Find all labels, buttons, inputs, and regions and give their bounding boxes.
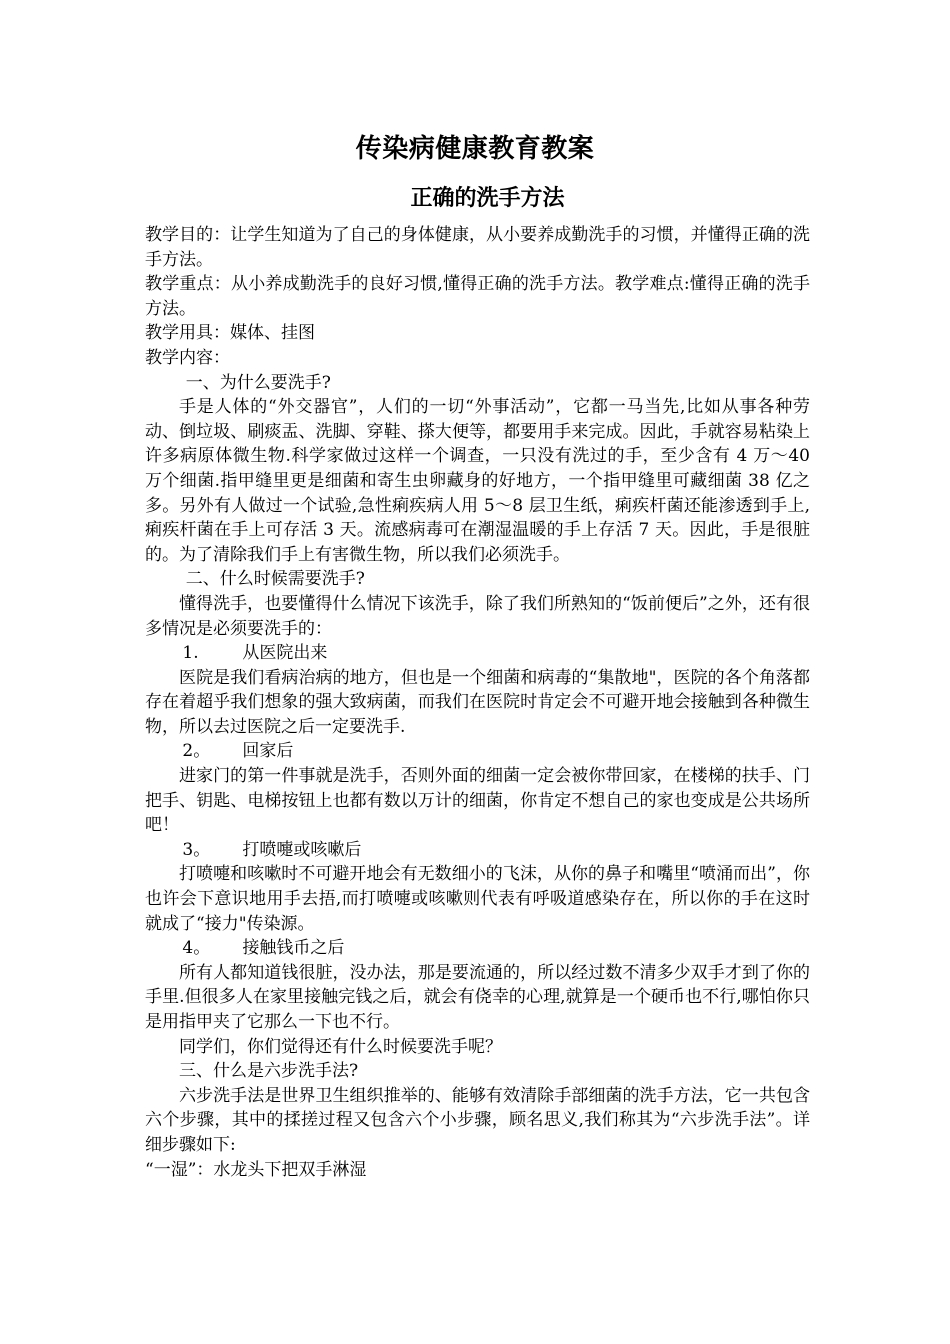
document-body (145, 223, 810, 1182)
six-step-paragraph: 六步洗手法是世界卫生组织推举的、能够有效清除手部细菌的洗手方法，它一共包含六个步骤，其中的揉搓过程又包含六个小步骤，顾名思义,我们称其为“六步洗手法”。详细步骤如下: (145, 1085, 810, 1155)
teaching-goal-paragraph: 教学目的：让学生知道为了自己的身体健康，从小要养成勤洗手的习惯，并懂得正确的洗手方法。 (145, 225, 810, 270)
when-wash-intro-paragraph: 懂得洗手，也要懂得什么情况下该洗手，除了我们所熟知的“饭前便后”之外，还有很多情况是必须要洗手的： (145, 593, 810, 639)
document-subtitle: 正确的洗手方法 (410, 186, 565, 211)
home-paragraph: 进家门的第一件事就是洗手，否则外面的细菌一定会被你带回家，在楼梯的扶手、门把手、钥匙、电梯按钮上也都有数以万计的细菌，你肯定不想自己的家也变成是公共场所吧！ (145, 766, 810, 836)
list-item-number: 1. (182, 643, 199, 664)
section-heading-six-step: 三、什么是六步洗手法? (179, 1061, 359, 1082)
list-item-number: 3。 (182, 839, 211, 860)
list-item-label: 从医院出来 (242, 643, 328, 664)
list-item-hospital (145, 641, 810, 666)
hospital-paragraph: 医院是我们看病治病的地方，但也是一个细菌和病毒的“集散地"，医院的各个角落都存在着超乎我们想象的强大致病菌，而我们在医院时肯定会不可避开地会接触到各种微生物，所以去过医院之后一定要洗手. (145, 667, 810, 737)
sneeze-paragraph: 打喷嚏和咳嗽时不可避开地会有无数细小的飞沫，从你的鼻子和嘴里“喷涌而出”，你也许会下意识地用手去捂,而打喷嚏或咳嗽则代表有呼吸道感染存在，所以你的手在这时就成了“接力"传染源。 (145, 864, 810, 934)
list-item-label: 回家后 (242, 741, 294, 762)
list-item-label: 接触钱币之后 (242, 938, 345, 959)
money-paragraph: 所有人都知道钱很脏，没办法，那是要流通的，所以经过数不清多少双手才到了你的手里.但很多人在家里接触完钱之后，就会有侥幸的心理,就算是一个硬币也不行,哪怕你只是用指甲夹了它那么一下也不行。 (145, 962, 810, 1032)
step-one-paragraph: “一湿”：水龙头下把双手淋湿 (145, 1159, 367, 1180)
document-title: 传染病健康教育教案 (355, 134, 595, 164)
teaching-tools-paragraph: 教学用具：媒体、挂图 (145, 323, 315, 344)
teaching-content-label: 教学内容： (145, 347, 230, 368)
list-item-number: 4。 (182, 938, 211, 959)
list-item-home (145, 739, 810, 764)
section-heading-when: 二、什么时候需要洗手? (185, 569, 365, 590)
list-item-money (145, 936, 810, 961)
list-item-number: 2。 (182, 741, 211, 762)
list-item-sneeze (145, 838, 810, 863)
section-heading-why: 一、为什么要洗手? (185, 372, 331, 393)
list-item-label: 打喷嚏或咳嗽后 (242, 839, 362, 860)
question-paragraph: 同学们，你们觉得还有什么时候要洗手呢？ (179, 1036, 502, 1057)
teaching-focus-paragraph: 教学重点：从小养成勤洗手的良好习惯,懂得正确的洗手方法。教学难点:懂得正确的洗手方法。 (145, 274, 810, 319)
why-wash-paragraph: 手是人体的“外交器官”，人们的一切“外事活动”，它都一马当先,比如从事各种劳动、倒垃圾、刷痰盂、洗脚、穿鞋、搽大便等，都要用手来完成。因此，手就容易粘染上许多病原体微生物.科学家做过这样一个调查，一只没有洗过的手，至少含有 4 万～40 万个细菌.指甲缝里更是细菌和寄生虫卵藏身的好地方，一个指甲缝里可藏细菌 38 亿之多。另外有人做过一个试验,急性痢疾病人用 5～8 层卫生纸，痢疾杆菌还能渗透到手上,痢疾杆菌在手上可存活 3 天。流感病毒可在潮湿温暖的手上存活 7 天。因此，手是很脏的。为了清除我们手上有害微生物，所以我们必须洗手。 (145, 397, 810, 565)
